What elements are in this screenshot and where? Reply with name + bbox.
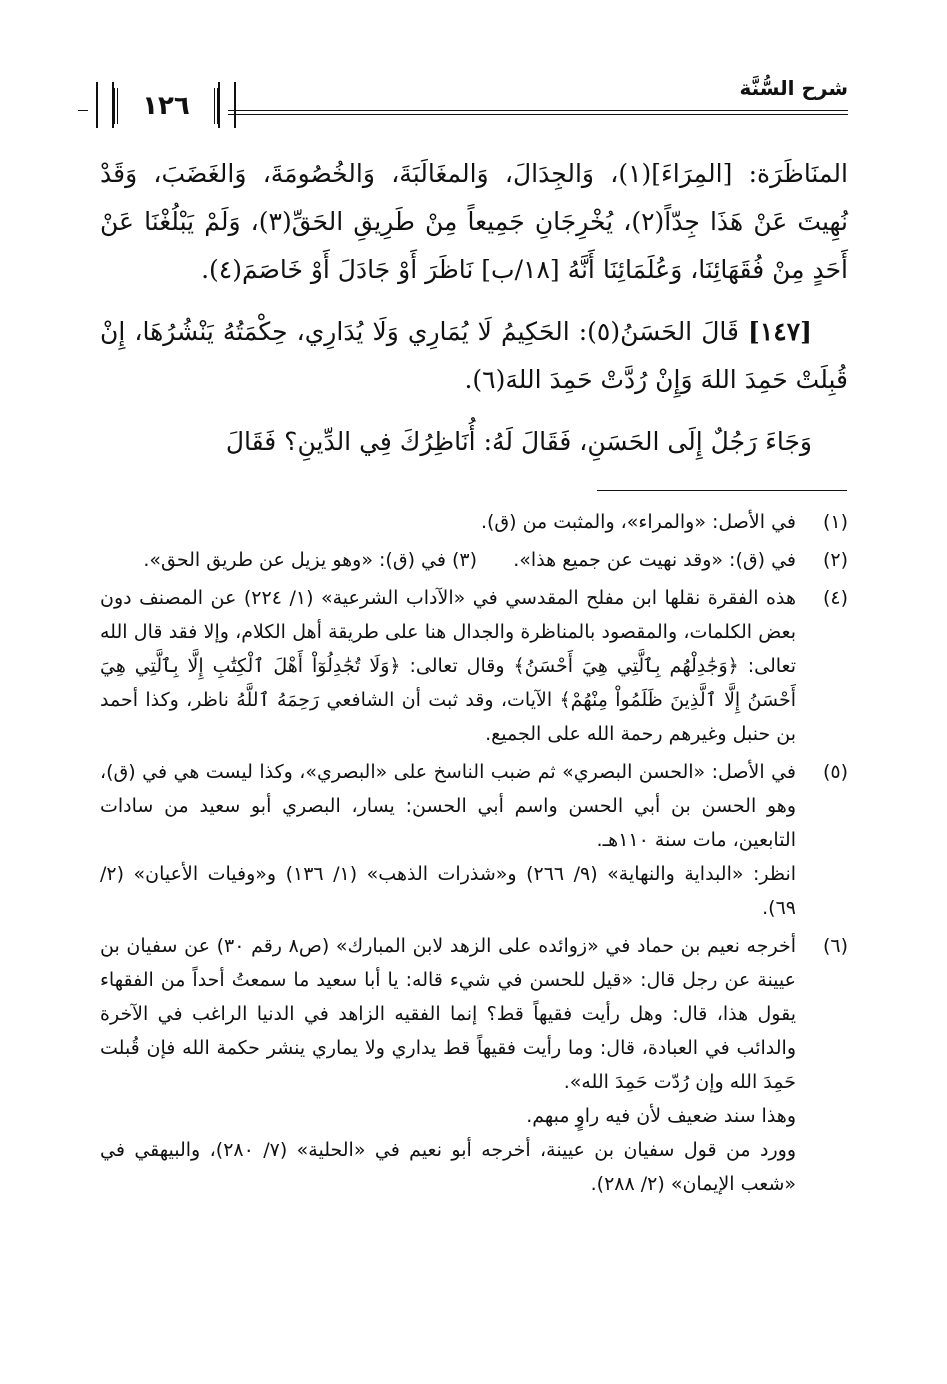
- footnote-body: [100, 505, 796, 539]
- ornament-bars-left: [96, 82, 114, 128]
- footnote-number: (٥): [822, 761, 848, 783]
- footnote-line: هذه الفقرة نقلها ابن مفلح المقدسي في «الآداب الشرعية» (١/ ٢٢٤) عن المصنف دون بعض الكلمات، والمقصود بالمناظرة والجدال هنا على طريقة أهل الكلام، وإلا فقد قال الله تعالى: ﴿وَجَٰدِلْهُم بِٱلَّتِي هِيَ أَحْسَنُ﴾ وقال تعالى: ﴿وَلَا تُجَٰدِلُوٓاْ أَهْلَ ٱلْكِتَٰبِ إِلَّا بِٱلَّتِي هِيَ أَحْسَنُ إِلَّا ٱلَّذِينَ ظَلَمُواْ مِنْهُمْ﴾ الآيات، وقد ثبت أن الشافعي رَحِمَهُ ٱللَّهُ ناظر، وكذا أحمد بن حنبل وغيرهم رحمة الله على الجميع.: [100, 587, 796, 745]
- footnote-line: وهذا سند ضعيف لأن فيه راوٍ مبهم.: [526, 1105, 796, 1127]
- page-number-box: [114, 88, 218, 124]
- page-number: ١٢٦: [142, 91, 190, 121]
- footnote-separator: [597, 490, 847, 491]
- footnote-line: انظر: «البداية والنهاية» (٩/ ٢٦٦) و«شذرات الذهب» (١/ ١٣٦) و«وفيات الأعيان» (٢/ ٦٩).: [100, 863, 797, 919]
- footnote-line: في (ق): «وقد نهيت عن جميع هذا». (٣) في (ق): «وهو يزيل عن طريق الحق».: [143, 549, 796, 571]
- footnote: [100, 755, 848, 925]
- footnote-body: [100, 755, 796, 925]
- footnote-body: [100, 581, 796, 751]
- footnote-body: [100, 543, 796, 577]
- header-rule: [228, 110, 848, 111]
- footnote-line: وورد من قول سفيان بن عيينة، أخرجه أبو نعيم في «الحلية» (٧/ ٢٨٠)، والبيهقي في «شعب الإيمان» (٢/ ٢٨٨).: [100, 1139, 796, 1195]
- paragraph-1: المنَاظَرَة: [المِرَاءَ](١)، وَالجِدَالَ، وَالمغَالَبَةَ، وَالخُصُومَةَ، وَالغَضَبَ، وَقَدْ نُهِيتَ عَنْ هَذَا جِدّاً(٢)، يُخْرِجَانِ جَمِيعاً مِنْ طَرِيقِ الحَقِّ(٣)، وَلَمْ يَبْلُغْنَا عَنْ أَحَدٍ مِنْ فُقَهَائِنَا، وَعُلَمَائِنَا أَنَّهُ [١٨/ب] نَاظَرَ أَوْ جَادَلَ أَوْ خَاصَمَ(٤).: [100, 159, 848, 284]
- footnote: [100, 929, 848, 1201]
- footnote-number: (٢): [822, 549, 848, 571]
- footnote-line: في الأصل: «والمراء»، والمثبت من (ق).: [480, 511, 796, 533]
- page-header: [78, 62, 848, 132]
- running-title: شرح السُّنَّة: [739, 76, 848, 100]
- footnote-number: (١): [822, 511, 848, 533]
- footnote-line: في الأصل: «الحسن البصري» ثم ضبب الناسخ على «البصري»، وكذا ليست هي في (ق)، وهو الحسن بن أبي الحسن واسم أبي الحسن: يسار، البصري أبو سعيد من سادات التابعين، مات سنة ١١٠هـ.: [100, 761, 796, 851]
- footnote-body: [100, 929, 796, 1201]
- footnote-number: (٦): [822, 935, 848, 957]
- main-text: [100, 150, 848, 480]
- paragraph-3: وَجَاءَ رَجُلٌ إِلَى الحَسَنِ، فَقَالَ لَهُ: أُنَاظِرُكَ فِي الدِّينِ؟ فَقَالَ: [225, 427, 812, 456]
- paragraph-2: [100, 308, 848, 404]
- header-rule-thin: [228, 114, 848, 115]
- footnote: [100, 505, 848, 539]
- footnote: [100, 581, 848, 751]
- header-rule-left: [78, 110, 88, 111]
- footnotes: [100, 505, 848, 1205]
- ornament-bars-right: [218, 82, 236, 128]
- footnote-number: (٤): [822, 587, 848, 609]
- paragraph-2-text: قَالَ الحَسَنُ(٥): الحَكِيمُ لَا يُمَارِي وَلَا يُدَارِي، حِكْمَتُهُ يَنْشُرُهَا، إِنْ قُبِلَتْ حَمِدَ اللهَ وَإِنْ رُدَّتْ حَمِدَ اللهَ(٦).: [100, 317, 848, 394]
- footnote-line: أخرجه نعيم بن حماد في «زوائده على الزهد لابن المبارك» (ص٨ رقم ٣٠) عن سفيان بن عيينة عن رجل قال: «قيل للحسن في شيء قاله: يا أبا سعيد ما سمعتُ أحداً من الفقهاء يقول هذا، قال: وهل رأيت فقيهاً قط؟ إنما الفقيه الزاهد في الدنيا الراغب في الآخرة والدائب في العبادة، قال: وما رأيت فقيهاً قط يداري ولا يماري ينشر حكمة الله فإن قُبلت حَمِدَ الله وإن رُدّت حَمِدَ الله».: [100, 935, 796, 1093]
- footnote: [100, 543, 848, 577]
- entry-number: [١٤٧]: [748, 317, 813, 346]
